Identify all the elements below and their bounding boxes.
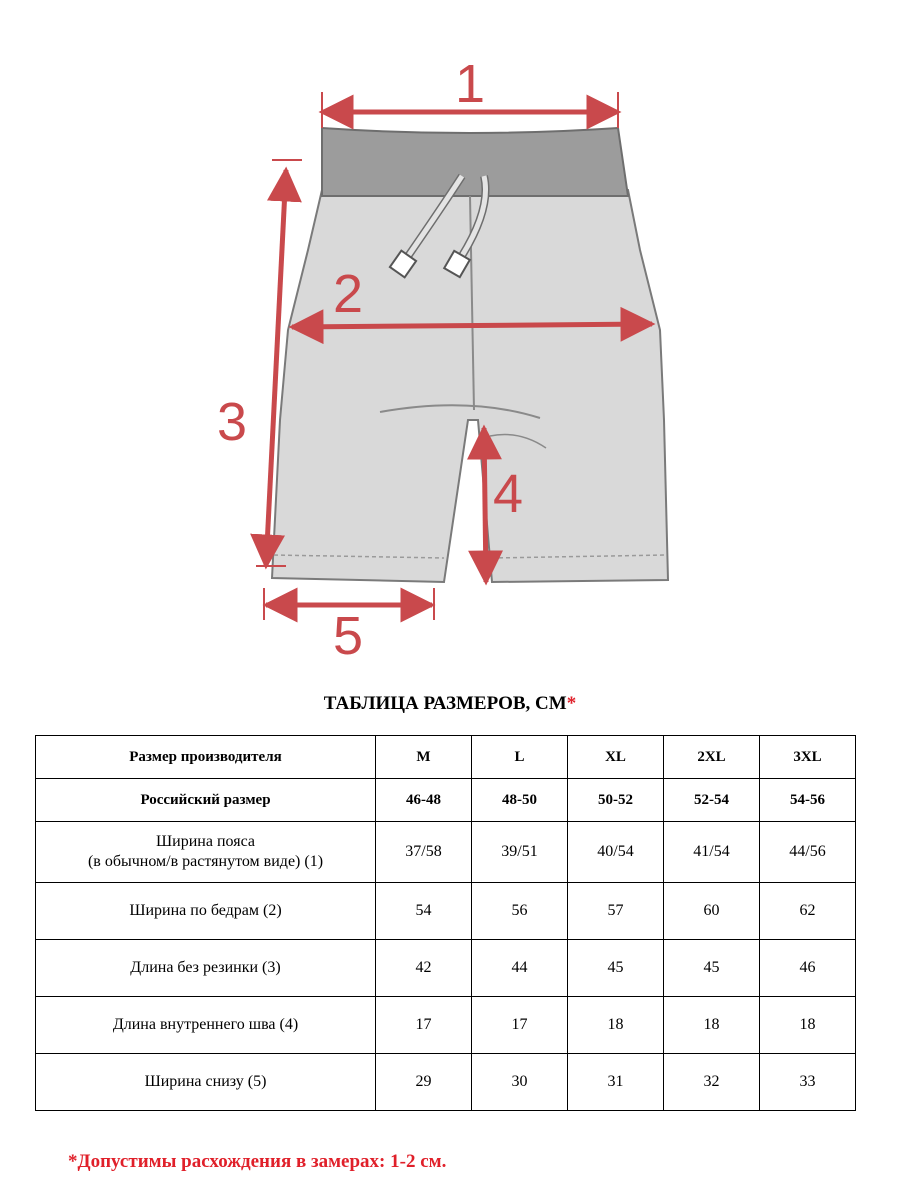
table-cell: 62 (760, 883, 856, 940)
label-1: 1 (454, 54, 486, 114)
row-label-line: Ширина пояса (156, 833, 255, 850)
table-cell: 41/54 (664, 822, 760, 883)
table-cell: 32 (664, 1054, 760, 1111)
table-cell: 52-54 (664, 779, 760, 822)
label-4: 4 (492, 464, 524, 524)
table-cell: 18 (760, 997, 856, 1054)
waistband (322, 128, 628, 196)
table-row-manufacturer-size (36, 736, 856, 779)
table-cell: 44 (472, 940, 568, 997)
table-cell: 18 (664, 997, 760, 1054)
table-title-text: ТАБЛИЦА РАЗМЕРОВ, СМ (323, 693, 567, 714)
table-cell: 44/56 (760, 822, 856, 883)
table-cell: 45 (568, 940, 664, 997)
row-label: Ширина снизу (5) (36, 1054, 376, 1111)
table-cell: 39/51 (472, 822, 568, 883)
measure-line-2 (292, 324, 652, 327)
size-cell: XL (568, 736, 664, 779)
size-cell: L (472, 736, 568, 779)
size-cell: 2XL (664, 736, 760, 779)
table-cell: 57 (568, 883, 664, 940)
table-cell: 50-52 (568, 779, 664, 822)
table-cell: 54 (376, 883, 472, 940)
table-cell: 46-48 (376, 779, 472, 822)
table-cell: 48-50 (472, 779, 568, 822)
row-label (36, 822, 376, 883)
table-cell: 17 (472, 997, 568, 1054)
row-label: Длина внутреннего шва (4) (36, 997, 376, 1054)
size-cell: 3XL (760, 736, 856, 779)
table-cell: 33 (760, 1054, 856, 1111)
table-cell: 31 (568, 1054, 664, 1111)
measure-line-4 (484, 428, 486, 582)
footnote: *Допустимы расхождения в замерах: 1-2 см. (68, 1151, 447, 1172)
label-5: 5 (332, 606, 364, 666)
table-row-inseam (36, 997, 856, 1054)
table-cell: 40/54 (568, 822, 664, 883)
table-cell: 56 (472, 883, 568, 940)
row-label: Ширина по бедрам (2) (36, 883, 376, 940)
table-row-hem-width (36, 1054, 856, 1111)
table-cell: 17 (376, 997, 472, 1054)
table-cell: 46 (760, 940, 856, 997)
table-cell: 54-56 (760, 779, 856, 822)
table-title (0, 693, 900, 715)
label-2: 2 (332, 264, 364, 324)
size-cell: M (376, 736, 472, 779)
table-cell: 18 (568, 997, 664, 1054)
table-row-russian-size (36, 779, 856, 822)
table-title-star: * (566, 693, 577, 714)
table-cell: 42 (376, 940, 472, 997)
table-cell: 37/58 (376, 822, 472, 883)
row-label: Размер производителя (36, 736, 376, 779)
table-cell: 29 (376, 1054, 472, 1111)
table-cell: 45 (664, 940, 760, 997)
label-3: 3 (216, 392, 248, 452)
table-cell: 60 (664, 883, 760, 940)
size-table (35, 735, 856, 1111)
table-row-waist-width (36, 822, 856, 883)
row-label: Длина без резинки (3) (36, 940, 376, 997)
shorts-illustration (272, 128, 668, 582)
row-label-line: (в обычном/в растянутом виде) (1) (87, 853, 324, 870)
row-label: Российский размер (36, 779, 376, 822)
table-cell: 30 (472, 1054, 568, 1111)
table-row-hip-width (36, 883, 856, 940)
table-row-length (36, 940, 856, 997)
